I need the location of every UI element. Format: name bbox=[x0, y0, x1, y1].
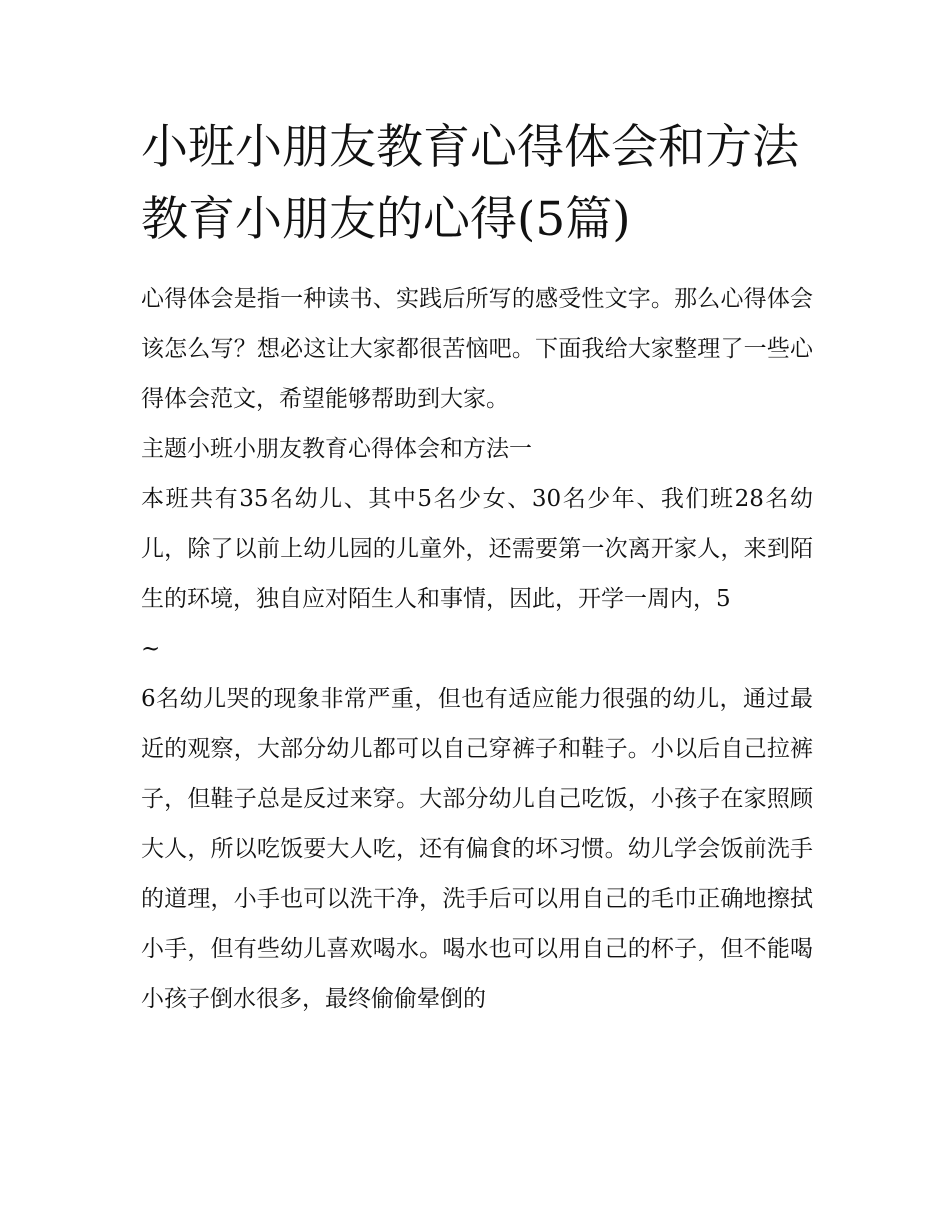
separator-tilde: ~ bbox=[141, 636, 161, 662]
body-paragraph-2: 6名幼儿哭的现象非常严重，但也有适应能力很强的幼儿，通过最近的观察，大部分幼儿都可以自己穿裤子和鞋子。小以后自己拉裤子，但鞋子总是反过来穿。大部分幼儿自己吃饭，小孩子在家照顾大人，所以吃饭要大人吃，还有偏食的坏习惯。幼儿学会饭前洗手的道理，小手也可以洗干净，洗手后可以用自己的毛巾正确地擦拭小手，但有些幼儿喜欢喝水。喝水也可以用自己的杯子，但不能喝小孩子倒水很多，最终偷偷晕倒的 bbox=[141, 686, 813, 1012]
section-heading: 主题小班小朋友教育心得体会和方法一 bbox=[141, 436, 532, 462]
document-content bbox=[141, 112, 816, 1024]
intro-paragraph: 心得体会是指一种读书、实践后所写的感受性文字。那么心得体会该怎么写？想必这让大家都很苦恼吧。下面我给大家整理了一些心得体会范文，希望能够帮助到大家。 bbox=[141, 286, 813, 412]
document-title: 小班小朋友教育心得体会和方法 教育小朋友的心得(5篇) bbox=[141, 120, 799, 247]
body-paragraph-1: 本班共有35名幼儿、其中5名少女、30名少年、我们班28名幼儿，除了以前上幼儿园的儿童外，还需要第一次离开家人，来到陌生的环境，独自应对陌生人和事情，因此，开学一周内，5 bbox=[141, 486, 813, 612]
